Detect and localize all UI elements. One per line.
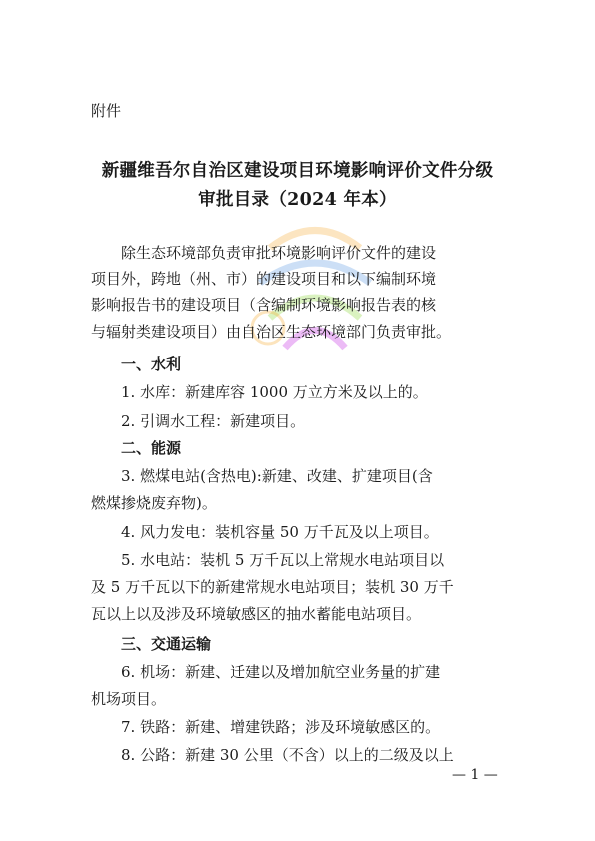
intro-line-3: 影响报告书的建设项目（含编制环境影响报告表的核 [91,296,437,314]
intro-line-2: 项目外，跨地（州、市）的建设项目和以下编制环境 [91,270,437,288]
attachment-label: 附件 [91,102,122,120]
item-7: 7. 铁路：新建、增建铁路；涉及环境敏感区的。 [121,718,441,736]
section-heading-energy: 二、能源 [121,439,182,457]
document-title-line-2: 审批目录（2024 年本） [198,190,397,210]
page-number: — 1 — [452,767,498,783]
item-3-line-2: 燃煤掺烧废弃物)。 [91,494,217,512]
item-5-line-3: 瓦以上以及涉及环境敏感区的抽水蓄能电站项目。 [91,605,422,623]
section-heading-transport: 三、交通运输 [121,635,212,653]
intro-line-4: 与辐射类建设项目）由自治区生态环境部门负责审批。 [91,323,452,341]
item-5-line-1: 5. 水电站：装机 5 万千瓦以上常规水电站项目以 [121,551,445,569]
item-1: 1. 水库：新建库容 1000 万立方米及以上的。 [121,383,428,401]
item-2: 2. 引调水工程：新建项目。 [121,412,306,430]
item-3-line-1: 3. 燃煤电站(含热电):新建、改建、扩建项目(含 [121,467,433,485]
item-6-line-2: 机场项目。 [91,690,167,708]
item-8-line-1: 8. 公路：新建 30 公里（不含）以上的二级及以上 [121,746,454,764]
item-5-line-2: 及 5 万千瓦以下的新建常规水电站项目；装机 30 万千 [91,578,454,596]
item-4: 4. 风力发电：装机容量 50 万千瓦及以上项目。 [121,523,439,541]
document-title-line-1: 新疆维吾尔自治区建设项目环境影响评价文件分级 [101,161,494,181]
section-heading-water: 一、水利 [121,355,182,373]
item-6-line-1: 6. 机场：新建、迁建以及增加航空业务量的扩建 [121,663,441,681]
intro-line-1: 除生态环境部负责审批环境影响评价文件的建设 [121,244,437,262]
